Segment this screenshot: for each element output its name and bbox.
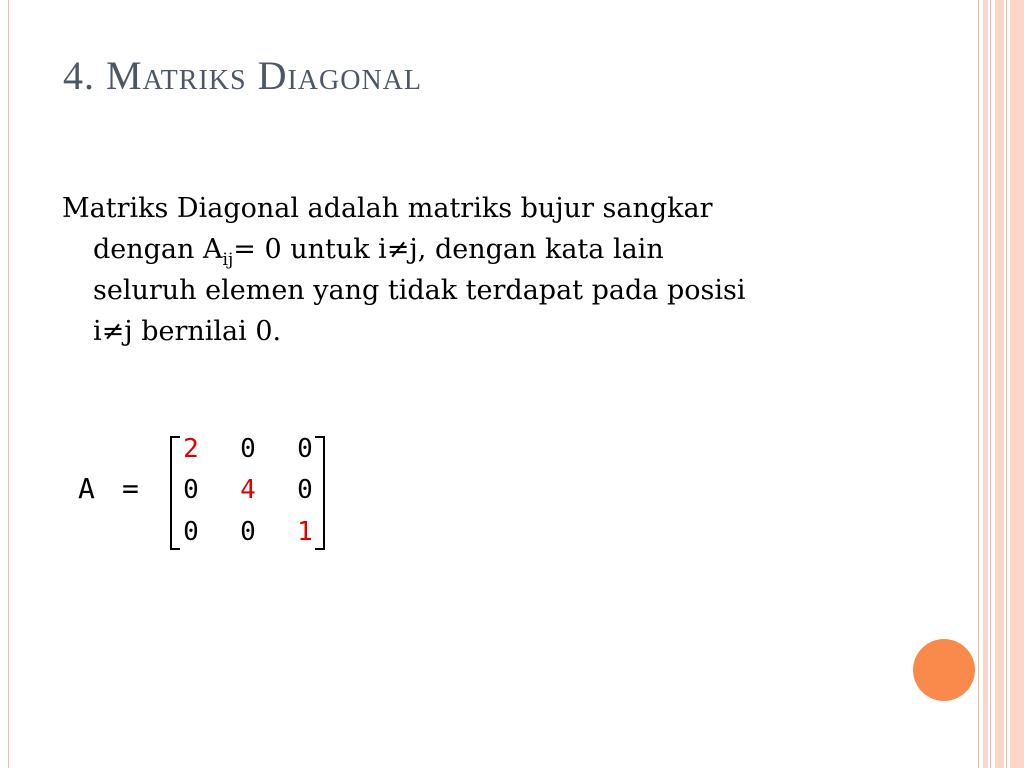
right-stripe bbox=[995, 0, 1004, 768]
definition-line-4: i≠j bernilai 0. bbox=[93, 316, 282, 347]
definition-line-3: seluruh elemen yang tidak terdapat pada posisi bbox=[93, 275, 746, 306]
right-stripe bbox=[978, 0, 979, 768]
matrix-equation bbox=[78, 434, 338, 550]
slide-title: 4. Matriks Diagonal bbox=[63, 53, 422, 98]
right-stripe bbox=[983, 0, 988, 768]
matrix-cell-r1c1: 2 bbox=[183, 434, 199, 464]
matrix-cell-r3c3: 1 bbox=[297, 517, 313, 547]
matrix-cell-r1c2: 0 bbox=[240, 434, 256, 464]
matrix-cell-r3c1: 0 bbox=[183, 517, 199, 547]
definition-line-2-end: = 0 untuk i≠j, dengan kata lain bbox=[233, 234, 664, 265]
matrix-cell-r1c3: 0 bbox=[297, 434, 313, 464]
definition-line-2-start: dengan A bbox=[93, 234, 223, 265]
definition-paragraph bbox=[62, 188, 862, 352]
right-stripe bbox=[990, 0, 991, 768]
decorative-circle bbox=[913, 639, 975, 701]
matrix-cell-r2c2: 4 bbox=[240, 475, 256, 505]
matrix-cell-r2c3: 0 bbox=[297, 475, 313, 505]
left-border-line bbox=[8, 0, 9, 768]
subscript-ij: ij bbox=[222, 250, 234, 270]
matrix-name: A bbox=[78, 472, 95, 505]
right-stripe bbox=[1010, 0, 1024, 768]
right-stripe bbox=[1006, 0, 1007, 768]
equals-sign: = bbox=[122, 472, 139, 505]
matrix-cell-r2c1: 0 bbox=[183, 475, 199, 505]
definition-line-2 bbox=[62, 229, 862, 270]
matrix-cell-r3c2: 0 bbox=[240, 517, 256, 547]
definition-line-1: Matriks Diagonal adalah matriks bujur sangkar bbox=[62, 193, 713, 224]
